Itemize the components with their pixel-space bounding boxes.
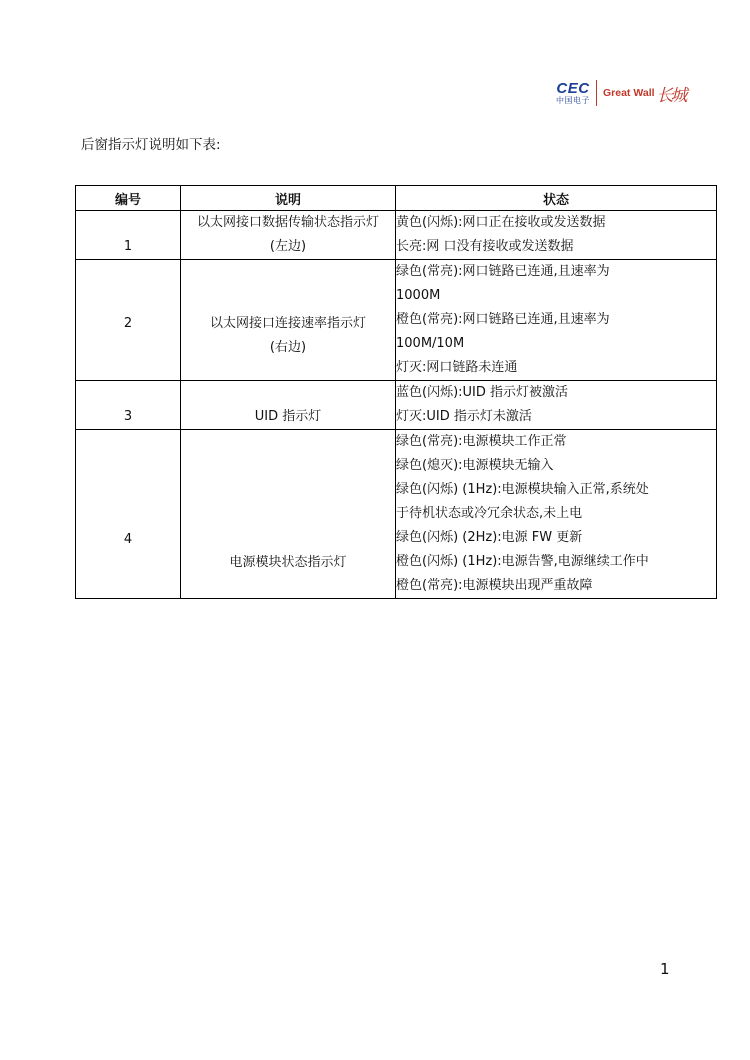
row-description-line: 以太网接口连接速率指示灯	[209, 316, 366, 331]
row-description-line: (右边)	[269, 340, 307, 355]
row-state-cell	[396, 430, 717, 599]
cec-logo	[556, 81, 590, 106]
table-row	[76, 430, 717, 599]
state-line: 长亮:网 口没有接收或发送数据	[396, 239, 574, 254]
header-logo	[556, 76, 685, 110]
row-state-cell	[396, 211, 717, 260]
state-line: 绿色(熄灭):电源模块无输入	[396, 458, 554, 473]
header-description: 说明	[181, 186, 396, 211]
state-line: 橙色(常亮):网口链路已连通,且速率为	[396, 312, 610, 327]
state-line: 蓝色(闪烁):UID 指示灯被激活	[396, 385, 569, 400]
state-line: 橙色(闪烁) (1Hz):电源告警,电源继续工作中	[396, 554, 649, 569]
state-line: 绿色(常亮):网口链路已连通,且速率为	[396, 264, 610, 279]
row-number-cell	[76, 260, 181, 381]
state-line: 橙色(常亮):电源模块出现严重故障	[396, 578, 593, 593]
state-line: 绿色(常亮):电源模块工作正常	[396, 434, 567, 449]
row-number: 3	[123, 409, 133, 424]
state-line: 灯灭:UID 指示灯未激活	[396, 409, 532, 424]
row-number: 2	[123, 316, 133, 331]
header-number: 编号	[76, 186, 181, 211]
row-number-cell	[76, 430, 181, 599]
row-number: 1	[123, 239, 133, 254]
cec-logo-text: CEC	[556, 79, 590, 97]
row-state-cell	[396, 381, 717, 430]
intro-text: 后窗指示灯说明如下表:	[81, 137, 221, 153]
row-description-line: UID 指示灯	[254, 409, 322, 424]
table-row	[76, 260, 717, 381]
great-wall-mark-icon: 长城	[656, 85, 685, 106]
state-line: 黄色(闪烁):网口正在接收或发送数据	[396, 215, 606, 230]
great-wall-logo-text: Great Wall	[603, 87, 655, 99]
row-state-cell	[396, 260, 717, 381]
table-header-row	[76, 186, 717, 211]
state-line: 灯灭:网口链路未连通	[396, 360, 518, 375]
row-number-cell	[76, 211, 181, 260]
header-state: 状态	[396, 186, 717, 211]
row-description-line: 以太网接口数据传输状态指示灯	[196, 215, 379, 230]
state-line: 于待机状态或冷冗余状态,未上电	[396, 506, 583, 521]
table-row	[76, 211, 717, 260]
logo-divider	[596, 80, 597, 106]
cec-logo-subtext: 中国电子	[556, 95, 590, 105]
row-description-cell	[181, 260, 396, 381]
row-number: 4	[123, 532, 133, 547]
indicator-table	[75, 185, 717, 599]
state-line: 100M/10M	[396, 336, 465, 351]
state-line: 绿色(闪烁) (2Hz):电源 FW 更新	[396, 530, 583, 545]
row-number-cell	[76, 381, 181, 430]
state-line: 绿色(闪烁) (1Hz):电源模块输入正常,系统处	[396, 482, 649, 497]
table-row	[76, 381, 717, 430]
row-description-line: 电源模块状态指示灯	[229, 555, 347, 570]
page-number: 1	[660, 960, 670, 978]
state-line: 1000M	[396, 288, 441, 303]
row-description-cell	[181, 211, 396, 260]
row-description-line: (左边)	[269, 239, 307, 254]
row-description-cell	[181, 430, 396, 599]
row-description-cell	[181, 381, 396, 430]
